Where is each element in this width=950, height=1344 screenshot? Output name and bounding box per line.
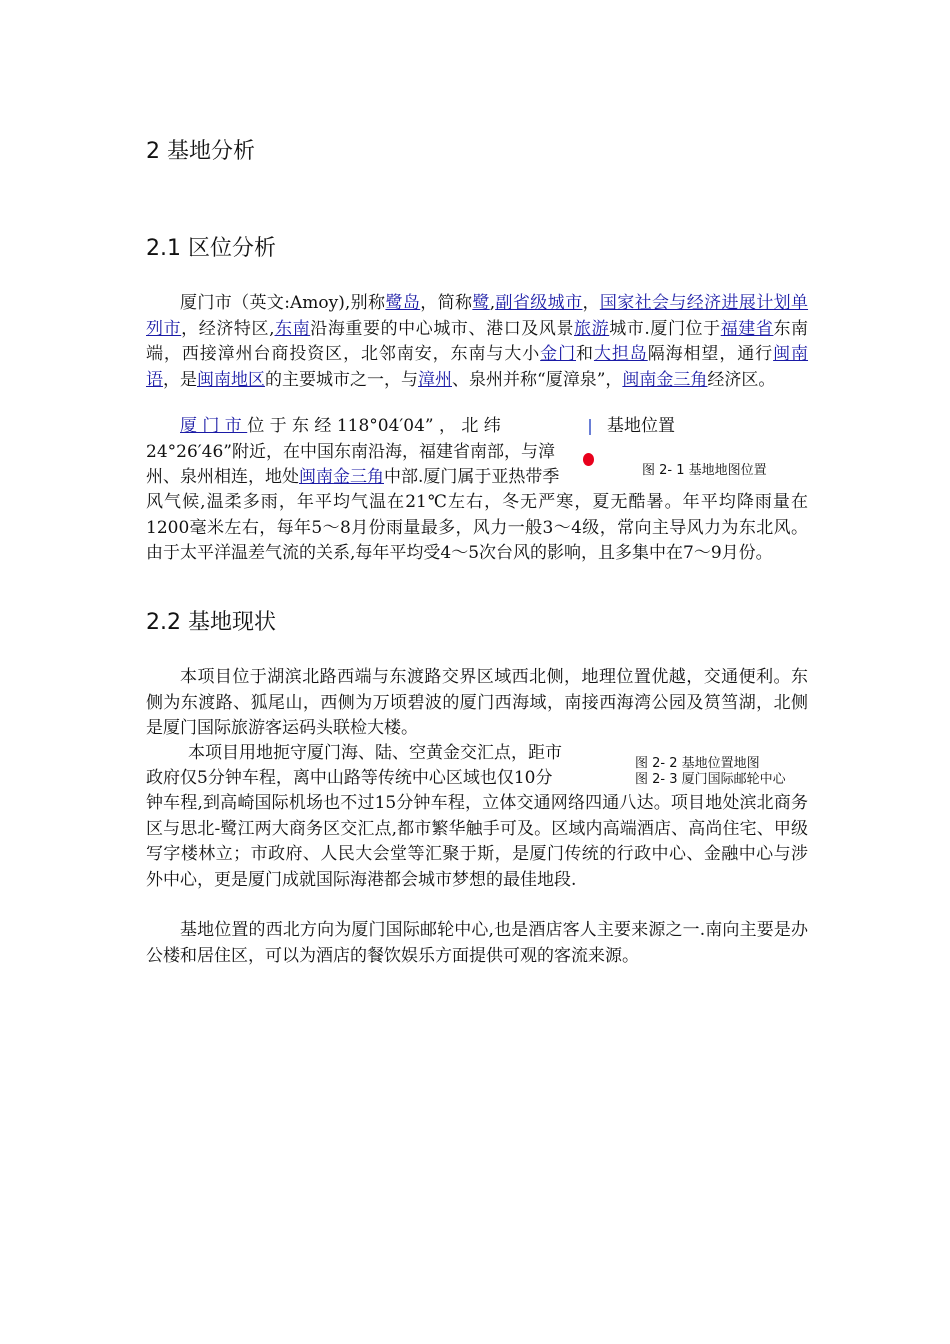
link-tourism[interactable]: 旅游 xyxy=(574,318,610,339)
text: 中部.厦门属于亚热带季 xyxy=(384,467,560,487)
text: ，简称 xyxy=(420,293,473,313)
text: 位 于 东 经 118°04′04” ， 北 纬 xyxy=(247,416,501,436)
paragraph-traffic-line-1: 本项目用地扼守厦门海、陆、空黄金交汇点，距市 xyxy=(188,743,562,763)
text: ，是 xyxy=(163,369,197,390)
link-minnan-region[interactable]: 闽南地区 xyxy=(197,369,265,390)
link-zhangzhou[interactable]: 漳州 xyxy=(418,369,452,390)
text: 经济区。 xyxy=(707,369,776,390)
paragraph-geo-line-3 xyxy=(146,465,559,491)
text: 沿海重要的中心城市、港口及风景 xyxy=(310,318,575,339)
text: 隔海相望，通行 xyxy=(647,344,774,364)
text: ， xyxy=(582,293,600,313)
link-ludao[interactable]: 鹭岛 xyxy=(385,293,421,313)
link-dadan-island[interactable]: 大担岛 xyxy=(593,344,648,364)
text: 厦门市（英文:Amoy),别称 xyxy=(180,293,386,313)
paragraph-geo-line-2: 24°26′46”附近，在中国东南沿海，福建省南部，与漳 xyxy=(146,442,555,462)
link-minnan-language[interactable]: 闽南语 xyxy=(146,344,809,390)
text: 州、泉州相连，地处 xyxy=(146,467,299,487)
text: ，经济特区, xyxy=(181,318,275,339)
text: 、泉州并称“厦漳泉”， xyxy=(452,369,623,390)
paragraph-location-intro xyxy=(146,291,808,393)
link-southeast[interactable]: 东南 xyxy=(274,318,311,339)
link-golden-triangle-2[interactable]: 闽南金三角 xyxy=(299,467,384,487)
paragraph-site-position: 本项目位于湖滨北路西端与东渡路交界区域西北侧，地理位置优越，交通便利。东侧为东渡路、狐尾山，西侧为万顷碧波的厦门西海域，南接西海湾公园及筼筜湖，北侧是厦门国际旅游客运码头联检大楼。 xyxy=(146,667,808,738)
figure-placeholder-label: 基地位置 xyxy=(607,416,675,436)
link-kinmen[interactable]: 金门 xyxy=(540,344,577,364)
heading-2-2: 2.2 基地现状 xyxy=(146,610,276,635)
paragraph-geo-line-1 xyxy=(180,414,580,440)
text: , xyxy=(489,293,496,313)
link-planning-city[interactable]: 国家社会与经济进展计划单列市 xyxy=(146,293,809,339)
paragraph-traffic: 钟车程,到高崎国际机场也不过15分钟车程，立体交通网络四通八达。项目地处滨北商务区与思北-鹭江两大商务区交汇点,都市繁华触手可及。区域内高端酒店、高尚住宅、甲级写字楼林立；市政府、人民大会堂等汇聚于斯，是厦门传统的行政中心、金融中心与涉外中心，更是厦门成就国际海港都会城市梦想的最佳地段. xyxy=(146,793,808,890)
heading-2: 2 基地分析 xyxy=(146,139,255,164)
text: 的主要城市之一，与 xyxy=(265,369,418,390)
paragraph-traffic-line-2: 政府仅5分钟车程，离中山路等传统中心区域也仅10分 xyxy=(146,768,553,788)
heading-2-1: 2.1 区位分析 xyxy=(146,236,276,261)
link-golden-triangle[interactable]: 闽南金三角 xyxy=(622,369,708,390)
text: 城市.厦门位于 xyxy=(609,318,721,339)
red-marker-icon xyxy=(583,453,594,466)
link-xiamen[interactable]: 厦 门 市 xyxy=(180,416,248,436)
text-cursor-icon xyxy=(589,419,591,435)
link-fujian[interactable]: 福建省 xyxy=(720,318,774,339)
caption-figure-2-3: 图 2- 3 厦门国际邮轮中心 xyxy=(635,772,786,787)
paragraph-climate: 风气候,温柔多雨，年平均气温在21℃左右，冬无严寒，夏无酷暑。年平均降雨量在1200毫米左右，每年5～8月份雨量最多，风力一般3～4级，常向主导风力为东北风。由于太平洋温差气流的关系,每年平均受4～5次台风的影响，且多集中在7～9月份。 xyxy=(146,492,808,563)
caption-figure-2-2: 图 2- 2 基地位置地图 xyxy=(635,756,760,771)
text: 东南端，西接漳州台商投资区，北邻南安，东南与大小 xyxy=(146,318,809,364)
paragraph-cruise-center: 基地位置的西北方向为厦门国际邮轮中心,也是酒店客人主要来源之一.南向主要是办公楼和居住区，可以为酒店的餐饮娱乐方面提供可观的客流来源。 xyxy=(146,920,808,966)
text: 和 xyxy=(576,344,594,364)
link-sub-provincial-city[interactable]: 副省级城市 xyxy=(495,293,583,313)
link-lu[interactable]: 鹭 xyxy=(472,293,490,313)
caption-figure-2-1: 图 2- 1 基地地图位置 xyxy=(642,463,767,478)
